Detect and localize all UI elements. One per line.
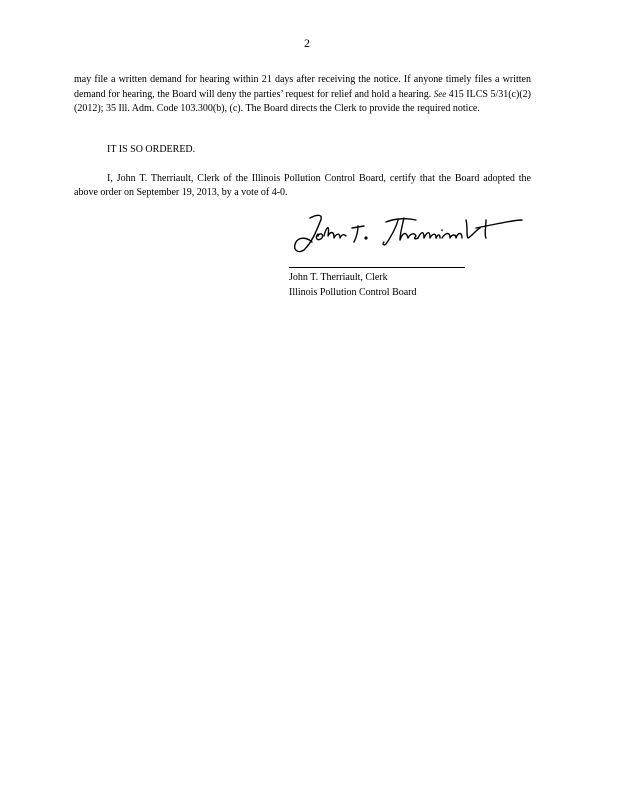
citation-signal-see: See — [433, 89, 447, 100]
signature-block — [289, 271, 417, 300]
body-paragraph-hearing-notice — [74, 73, 531, 117]
page-number: 2 — [304, 36, 310, 50]
hearing-notice-citation: 415 ILCS 5/31(c)(2) (2012); 35 Ill. Adm. Code 103.300(b), (c). The Board directs the Clerk to provide the required notice. — [74, 89, 531, 115]
clerk-handwritten-signature — [290, 208, 530, 258]
board-name: Illinois Pollution Control Board — [289, 286, 417, 298]
signature-line — [289, 267, 465, 268]
clerk-certification-paragraph: I, John T. Therriault, Clerk of the Illinois Pollution Control Board, certify that the Board adopted the above order on September 19, 2013, by a vote of 4-0. — [74, 173, 531, 199]
clerk-name-title: John T. Therriault, Clerk — [289, 272, 388, 283]
so-ordered-line: IT IS SO ORDERED. — [107, 144, 196, 155]
hearing-notice-text: may file a written demand for hearing within 21 days after receiving the notice. If anyone timely files a written demand for hearing, the Board will deny the parties’ request for relief and hold a hearing. — [74, 74, 531, 101]
